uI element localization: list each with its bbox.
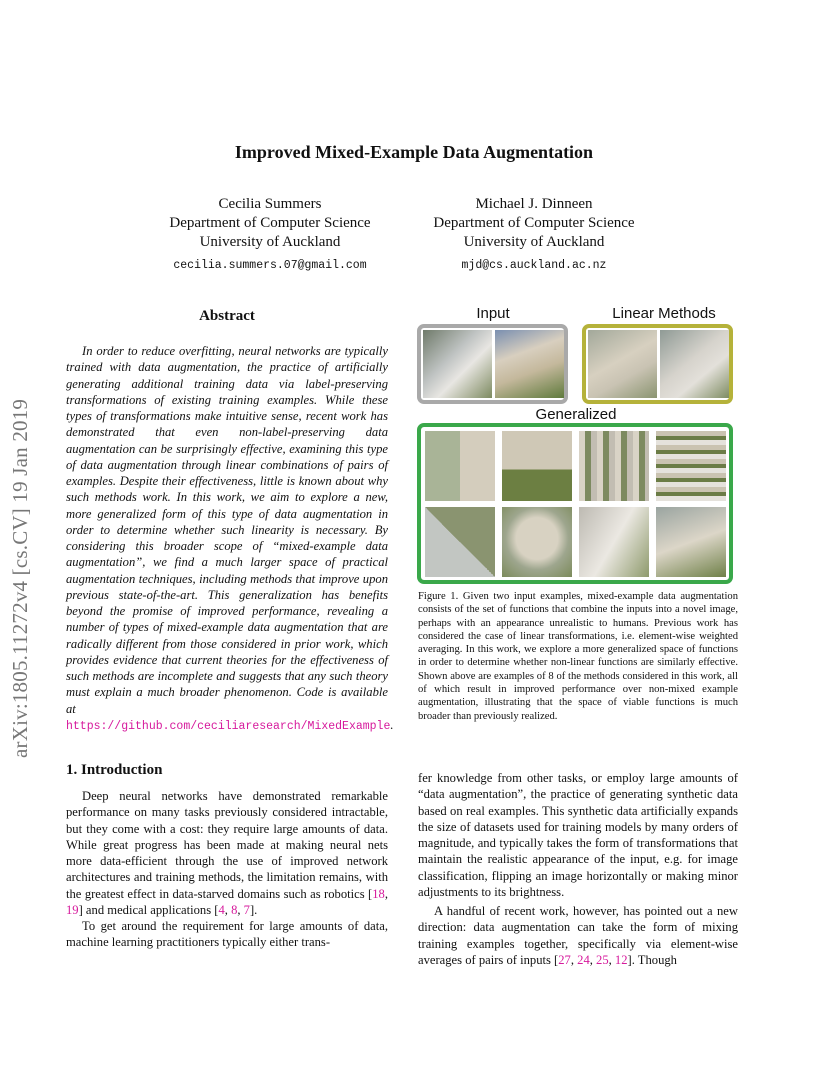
alpaca-image <box>495 330 564 398</box>
cat-image <box>423 330 492 398</box>
mixed-image <box>502 431 572 501</box>
intro-paragraph: Deep neural networks have demonstrated remarkable performance on many tasks previously considered intractable, but they come with a cost: they require large amounts of data. While great progress has been made at making neural nets more data-efficient through the use of improved network architectures and training methods, the limitation remains, with the greatest effect in data-starved domains such as robotics [18, 19] and medical applications [4, 8, 7]. To get around the requirement for large amounts of data, machine learning practitioners typically either trans- <box>66 789 388 950</box>
input-label: Input <box>476 305 510 322</box>
code-link[interactable]: https://github.com/ceciliaresearch/MixedExample <box>66 719 391 733</box>
text-span: A handful of recent work, however, has pointed out a new direction: data augmentation can take the form of mixing training examples together, specifically via element-wise averages of pairs of inputs [ <box>418 904 738 967</box>
abstract-text <box>66 343 394 735</box>
text-span: ]. <box>249 902 258 917</box>
mixed-image <box>588 330 657 398</box>
figure-caption: Figure 1. Given two input examples, mixed-example data augmentation consists of the set of functions that combine the inputs into a novel image, perhaps with an appearance unrealistic to humans. Previous work has considered the case of linear transformations, i.e. element-wise weighted averaging. In this work, we explore a more generalized space of functions in order to determine whether non-linear functions are similarly effective. Shown above are examples of 8 of the methods considered in this work, all of which result in improved performance over non-mixed example augmentation, illustrating that the space of viable functions is much broader than previously realized. <box>418 591 738 722</box>
citation-link[interactable]: 8 <box>231 902 238 917</box>
citation-link[interactable]: 4 <box>218 902 225 917</box>
author-dept: Department of Computer Science <box>433 215 635 231</box>
citation-link[interactable]: 25 <box>596 952 609 967</box>
arxiv-stamp: arXiv:1805.11272v4 [cs.CV] 19 Jan 2019 <box>8 398 32 758</box>
author-email: cecilia.summers.07@gmail.com <box>173 259 367 272</box>
author-name: Cecilia Summers <box>218 196 322 212</box>
citation-link[interactable]: 7 <box>243 902 250 917</box>
mixed-image <box>579 431 649 501</box>
author-inst: University of Auckland <box>199 234 341 250</box>
mixed-image <box>656 431 726 501</box>
abstract-heading: Abstract <box>199 308 255 324</box>
text-span: Deep neural networks have demonstrated remarkable performance on many tasks previously considered intractable, but they come with a cost: they require large amounts of data. While great progress has been made at making neural nets more data-efficient through the use of improved network architectures and training methods, the limitation remains, with the greatest effect in data-starved domains such as robotics [ <box>66 789 388 901</box>
mixed-image <box>660 330 729 398</box>
mixed-image <box>425 507 495 577</box>
intro-paragraph: fer knowledge from other tasks, or employ large amounts of “data augmentation”, the practice of generating synthetic data based on real examples. This synthetic data artificially expands the size of datasets used for training models by many orders of magnitude, and typically takes the form of transformations that maintain the realistic appearance of the input, e.g. for image classification, flipping an image horizontally or making minor adjustments to its brightness. <box>418 771 738 899</box>
linear-methods-label: Linear Methods <box>612 305 716 322</box>
mixed-image <box>502 507 572 577</box>
author-email: mjd@cs.auckland.ac.nz <box>461 259 607 272</box>
abstract-end: . <box>390 717 394 732</box>
citation-link[interactable]: 19 <box>66 902 79 917</box>
text-span: ]. Though <box>627 952 677 967</box>
text-span: ] and medical applications [ <box>78 902 219 917</box>
abstract-body: In order to reduce overfitting, neural networks are typically trained with data augmentation, the practice of artificially generating additional training data via label-preserving transformations of existing training examples. While these types of transformations make intuitive sense, recent work has demonstrated that even non-label-preserving data augmentation can be surprisingly effective, examining this type of data augmentation through linear combinations of pairs of examples. Despite their effectiveness, little is known about why such methods work. In this work, we aim to explore a new, more generalized form of this type of data augmentation in order to determine whether such linearity is necessary. By considering this broader scope of “mixed-example data augmentation”, we find a much larger space of practical augmentation techniques, including methods that improve upon previous state-of-the-art. This generalization has benefits beyond the promise of improved performance, revealing a number of types of mixed-example data augmentation that are radically different from those considered in prior work, which provides evidence that current theories for the effectiveness of such methods are incomplete and suggests that any such theory must explain a much broader phenomenon. Code is available at <box>66 344 388 716</box>
paper-title: Improved Mixed-Example Data Augmentation <box>234 142 594 162</box>
intro-paragraph: A handful of recent work, however, has pointed out a new direction: data augmentation can take the form of mixing training examples together, specifically via element-wise averages of pairs of inputs [27, 24, 25, 12]. Though <box>418 904 738 967</box>
author-block <box>120 195 420 275</box>
generalized-box <box>417 423 733 584</box>
author-dept: Department of Computer Science <box>169 215 371 231</box>
author-inst: University of Auckland <box>463 234 605 250</box>
section-heading: 1. Introduction <box>66 762 163 778</box>
mixed-image <box>425 431 495 501</box>
input-box <box>417 324 568 404</box>
figure-1 <box>416 302 740 586</box>
citation-link[interactable]: 18 <box>372 886 385 901</box>
citation-link[interactable]: 27 <box>558 952 571 967</box>
citation-link[interactable]: 12 <box>614 952 628 967</box>
author-name: Michael J. Dinneen <box>475 196 593 212</box>
generalized-label: Generalized <box>535 406 617 423</box>
mixed-image <box>579 507 649 577</box>
intro-paragraph: To get around the requirement for large amounts of data, machine learning practitioners typically either trans- <box>66 919 388 950</box>
citation-link[interactable]: 24 <box>577 952 590 967</box>
linear-methods-box <box>582 324 733 404</box>
author-block <box>384 195 684 275</box>
mixed-image <box>656 507 726 577</box>
